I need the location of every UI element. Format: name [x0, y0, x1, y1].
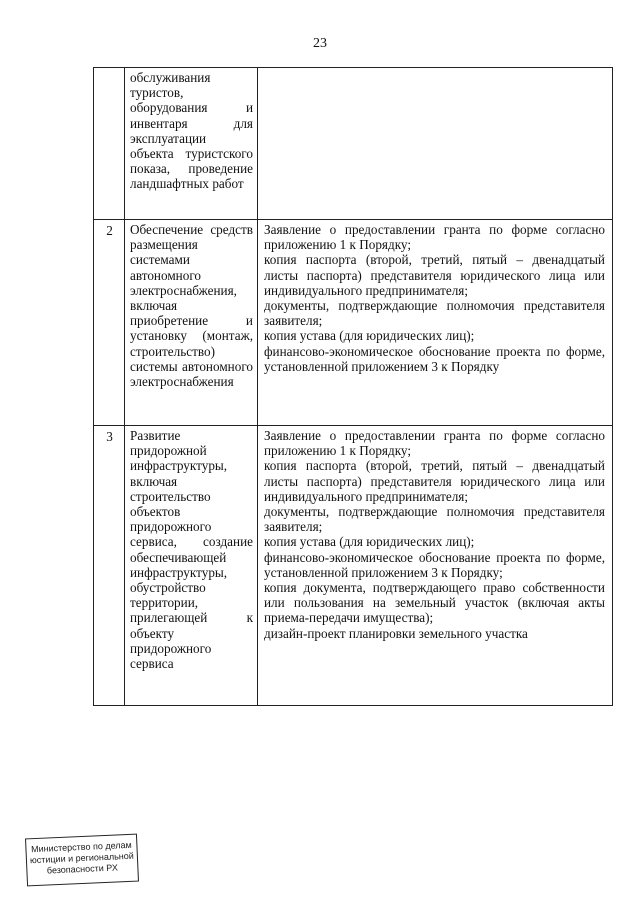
- page-number: 23: [313, 36, 327, 51]
- documents-cell: [258, 426, 613, 706]
- direction-cell: Развитие придорожной инфраструктуры, включая строительство объектов придорожного сервиса, создание обеспечивающей инфраструктуры, обустройство территории, прилегающей к объекту придорожного сервиса: [125, 426, 258, 706]
- documents-cell: [258, 68, 613, 220]
- document-item: копия устава (для юридических лиц);: [264, 328, 475, 344]
- document-item: документы, подтверждающие полномочия представителя заявителя;: [264, 298, 605, 329]
- direction-cell: Обеспечение средств размещения системами автономного электроснабжения, включая приобретение и установку (монтаж, строительство) системы автономного электроснабжения: [125, 220, 258, 426]
- document-item: копия документа, подтверждающего право собственности или пользования на земельный участок (включая акты приема-передачи имущества);: [264, 580, 605, 626]
- ministry-stamp: [25, 834, 139, 887]
- document-item: дизайн-проект планировки земельного участка: [264, 625, 528, 641]
- stamp-line: Министерство по делам: [30, 839, 132, 855]
- row-number: 3: [94, 426, 125, 706]
- documents-cell: [258, 220, 613, 426]
- stamp-line: безопасности РХ: [46, 862, 119, 876]
- documents-table: [93, 67, 613, 706]
- table-row: [94, 220, 613, 426]
- document-item: Заявление о предоставлении гранта по форме согласно приложению 1 к Порядку;: [264, 222, 605, 253]
- row-number: [94, 68, 125, 220]
- document-item: финансово-экономическое обоснование проекта по форме, установленной приложением 3 к Порядку: [264, 343, 605, 374]
- direction-cell: обслуживания туристов, оборудования и инвентаря для эксплуатации объекта туристского показа, проведение ландшафтных работ: [125, 68, 258, 220]
- document-item: копия паспорта (второй, третий, пятый – двенадцатый листы паспорта) представителя юридического лица или индивидуального предпринимателя;: [264, 252, 605, 298]
- document-item: Заявление о предоставлении гранта по форме согласно приложению 1 к Порядку;: [264, 428, 605, 459]
- table-row-continuation: [94, 68, 613, 220]
- stamp-line: юстиции и региональной: [29, 850, 135, 866]
- row-number: 2: [94, 220, 125, 426]
- document-item: копия устава (для юридических лиц);: [264, 534, 475, 550]
- table-row: [94, 426, 613, 706]
- document-item: копия паспорта (второй, третий, пятый – двенадцатый листы паспорта) представителя юридического лица или индивидуального предпринимателя;: [264, 458, 605, 504]
- document-item: документы, подтверждающие полномочия представителя заявителя;: [264, 504, 605, 535]
- document-item: финансово-экономическое обоснование проекта по форме, установленной приложением 3 к Порядку;: [264, 549, 605, 580]
